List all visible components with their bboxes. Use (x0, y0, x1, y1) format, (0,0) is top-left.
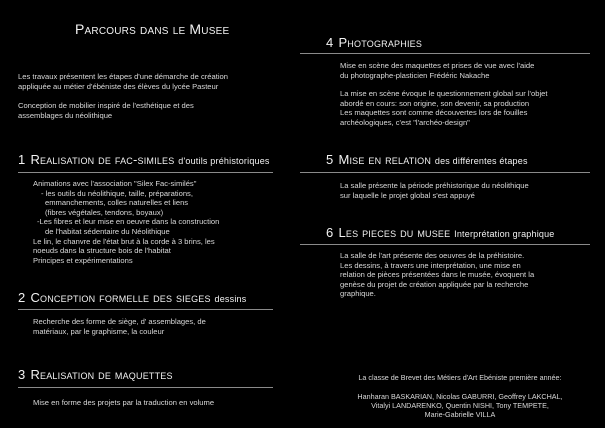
section-2-rule (18, 309, 273, 310)
section-subtitle: dessins (214, 294, 247, 304)
section-title: Les pieces du musee (338, 225, 451, 240)
section-4-body-a (340, 61, 534, 80)
section-6-heading (326, 225, 555, 240)
section-2-body (33, 317, 206, 336)
section-number: 4 (326, 35, 334, 50)
section-6-body (340, 251, 534, 299)
section-1-rule (18, 172, 273, 173)
body-line: Le lin, le chanvre de l'état brut à la corde à 3 brins, les (33, 236, 215, 246)
body-line: Les dessins, à travers une interprétation, une mise en (340, 260, 521, 270)
section-subtitle: d'outils préhistoriques (178, 156, 270, 166)
section-4-rule (300, 53, 590, 54)
credits-names (330, 393, 590, 419)
credits-line: Vitalyi LANDARENKO, Quentin NISHI, Tony TEMPETE, (371, 400, 549, 410)
credits-line: Hanharan BASKARIAN, Nicolas GABURRI, Geoffrey LAKCHAL, (357, 392, 563, 401)
body-line: de l'habitat sédentaire du Néolithique (45, 226, 170, 236)
section-title: Photographies (338, 35, 423, 50)
section-3-body (33, 398, 214, 408)
body-line: emmanchements, colles naturelles et liens (45, 198, 189, 208)
credits-heading: La classe de Brevet des Métiers d'Art Ebéniste première année: (358, 373, 562, 382)
body-line: Animations avec l'association "Silex Fac-similés" (33, 179, 197, 188)
body-line: La salle de l'art présente des oeuvres de la préhistoire. (340, 251, 525, 260)
section-5-rule (300, 172, 590, 173)
intro-line: assemblages du néolithique (18, 110, 113, 120)
intro-line: appliquée au métier d'ébéniste des élèves du lycée Pasteur (18, 81, 219, 91)
section-1-heading (18, 152, 270, 167)
section-5-body (340, 181, 529, 200)
body-line: Principes et expérimentations (33, 255, 133, 265)
body-line: archéologiques, c'est "l'archéo-design" (340, 117, 470, 127)
section-3-rule (18, 387, 273, 388)
section-subtitle: Interprétation graphique (454, 229, 555, 239)
body-line: (fibres végétales, tendons, boyaux) (45, 207, 164, 217)
body-line: abordé en cours: son origine, son devenir, sa production (340, 98, 530, 108)
body-line: Les maquettes sont comme découvertes lors de fouilles (340, 108, 528, 118)
page-title: Parcours dans le Musee (75, 21, 230, 37)
section-number: 2 (18, 290, 26, 305)
section-5-heading (326, 152, 528, 167)
section-title: Realisation de fac-similes (30, 152, 175, 167)
section-4-heading (326, 35, 422, 50)
body-line: relation de pièces présentées dans le musée, évoquent la (340, 270, 535, 280)
section-title: Realisation de maquettes (30, 367, 173, 382)
body-line: genèse du projet de création appliquée par la recherche (340, 279, 529, 289)
section-6-rule (300, 244, 590, 245)
body-line: - les outils du néolithique, taille, préparations, (41, 188, 193, 198)
section-1-body (33, 179, 219, 265)
body-line: Recherche des forme de siège, d' assemblages, de (33, 317, 206, 326)
intro-line: Conception de mobilier inspiré de l'esthétique et des (18, 101, 194, 110)
section-number: 1 (18, 152, 26, 167)
section-number: 5 (326, 152, 334, 167)
body-line: -Les fibres et leur mise en oeuvre dans la construction (37, 217, 220, 227)
section-4-body-b (340, 89, 547, 127)
section-number: 3 (18, 367, 26, 382)
body-line: sur laquelle le projet global s'est appuyé (340, 190, 475, 200)
section-title: Mise en relation (338, 152, 432, 167)
credits-line: Marie-Gabrielle VILLA (424, 409, 496, 419)
body-line: La mise en scène évoque le questionnement global sur l'objet (340, 89, 548, 98)
body-line: noeuds dans la structure bois de l'habitat (33, 246, 171, 256)
body-line: La salle présente la période préhistorique du néolithique (340, 181, 529, 190)
intro-line: Les travaux présentent les étapes d'une démarche de création (18, 72, 228, 81)
body-line: graphique. (340, 289, 376, 299)
body-line: du photographe-plasticien Frédéric Nakache (340, 70, 490, 80)
section-title: Conception formelle des sieges (30, 290, 211, 305)
section-2-heading (18, 290, 246, 305)
body-line: Mise en scène des maquettes et prises de vue avec l'aide (340, 61, 535, 70)
intro-paragraph-2 (18, 101, 194, 120)
body-line: matériaux, par le graphisme, la couleur (33, 326, 165, 336)
section-3-heading (18, 367, 173, 382)
body-line: Mise en forme des projets par la traduction en volume (33, 398, 215, 407)
section-subtitle: des différentes étapes (434, 156, 528, 166)
section-number: 6 (326, 225, 334, 240)
intro-paragraph-1 (18, 72, 228, 91)
